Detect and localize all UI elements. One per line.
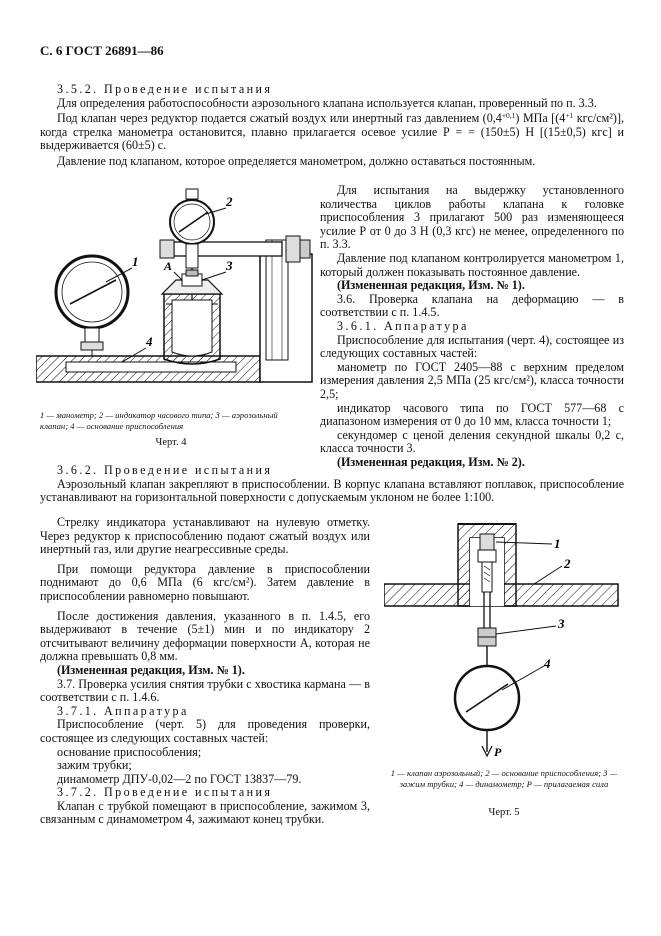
figure-4-label: Черт. 4 <box>155 437 187 448</box>
section-title: 3.5.2. Проведение испытания <box>57 82 273 96</box>
figure-5-label-p: Р <box>494 745 502 759</box>
edit-note: (Измененная редакция, Изм. № 2). <box>337 454 525 469</box>
paragraph: Аэрозольный клапан закрепляют в приспособлении. В корпус клапана вставляют поплавок, приспособление устанавливают на горизонтальной поверхности с допускаемым уклоном не более 1:100. <box>40 476 624 505</box>
paragraph: Давление под клапаном контролируется манометром 1, который должен показывать постоянное давление. <box>320 250 624 279</box>
section-title: 3.7.1. Аппаратура <box>57 703 189 718</box>
left-column-fig5 <box>40 516 370 827</box>
paragraph: Приспособление для испытания (черт. 4), состоящее из следующих составных частей: <box>320 332 624 361</box>
paragraph: Для испытания на выдержку установленного количества циклов работы клапана к головке приспособления 3 прилагают 500 раз изменяющееся усилие Р от 0 до 3 Н (0,3 кгс) не менее, определенного по п. 3.3. <box>320 183 624 252</box>
figure-5-label: Черт. 5 <box>488 807 520 818</box>
paragraph: 3.6. Проверка клапана на деформацию — в соответствии с п. 1.4.5. <box>320 291 624 320</box>
figure-4-label-4: 4 <box>146 334 153 349</box>
list-item: зажим трубки; <box>57 758 132 773</box>
figure-5-drawing <box>384 516 624 760</box>
page-header: С. 6 ГОСТ 26891—86 <box>40 43 164 58</box>
paragraph: Давление под клапаном, которое определяется манометром, должно оставаться постоянным. <box>57 153 536 168</box>
list-item: основание приспособления; <box>57 744 202 759</box>
paragraph: Клапан с трубкой помещают в приспособление, зажимом 3, связанным с динамометром 4, зажимают конец трубки. <box>40 798 370 827</box>
figure-5-caption: 1 — клапан аэрозольный; 2 — основание приспособления; 3 — зажим трубки; 4 — динамометр; Р — прилагаемая сила <box>390 768 618 789</box>
section-3-5-2 <box>40 83 624 169</box>
section-3-6-2 <box>40 464 624 505</box>
paragraph: Для определения работоспособности аэрозольного клапана используется клапан, проверенный по п. 3.3. <box>57 95 597 110</box>
figure-5-label-4: 4 <box>544 656 551 671</box>
paragraph: При помощи редуктора давление в приспособлении поднимают до 0,6 МПа (6 кгс/см²). Затем давление в приспособлении равномерно повышают. <box>40 561 370 603</box>
section-title: 3.6.2. Проведение испытания <box>57 463 273 477</box>
section-title: 3.6.1. Аппаратура <box>337 318 469 333</box>
figure-5-label-3: 3 <box>558 616 565 631</box>
paragraph: Приспособление (черт. 5) для проведения проверки, состоящее из следующих составных частей: <box>40 717 370 745</box>
list-item: динамометр ДПУ-0,02—2 по ГОСТ 13837—79. <box>57 771 302 786</box>
edit-note: (Измененная редакция, Изм. № 1). <box>57 662 245 677</box>
paragraph: Стрелку индикатора устанавливают на нулевую отметку. Через редуктор к приспособлению подают сжатый воздух или инертный газ, или другие неагрессивные среды. <box>40 515 370 557</box>
figure-4-label-a: А <box>164 259 173 273</box>
figure-4-label-1: 1 <box>132 254 139 269</box>
paragraph: 3.7. Проверка усилия снятия трубки с хвостика кармана — в соответствии с п. 1.4.6. <box>40 676 370 705</box>
paragraph: После достижения давления, указанного в п. 1.4.5, его выдерживают в течение (5±1) мин и по индикатору 2 отсчитывают величину деформации поверхности А, которая не должна превышать 0,8 мм. <box>40 608 370 664</box>
list-item: секундомер с ценой деления секундной шкалы 0,2 с, класса точности 3. <box>320 427 624 456</box>
edit-note: (Измененная редакция, Изм. № 1). <box>337 278 525 293</box>
section-title: 3.7.2. Проведение испытания <box>57 785 273 800</box>
figure-4-drawing <box>36 184 320 414</box>
paragraph: Под клапан через редуктор подается сжатый воздух или инертный газ давлением $(0,4^{+0,1})$ МПа [($4^{+1}$ кгс/см²)], когда стрелка манометра остановится, плавно прилагается осевое усилие Р = = (150±5) Н [(15±0,5) кгс] и выдерживается (60±5) с. <box>40 111 625 153</box>
list-item: индикатор часового типа по ГОСТ 577—68 с диапазоном измерения от 0 до 10 мм, класса точности 1; <box>320 400 624 429</box>
figure-5-label-2: 2 <box>564 556 571 571</box>
figure-4-caption: 1 — манометр; 2 — индикатор часового типа; 3 — аэрозольный клапан; 4 — основание приспособления <box>40 410 278 431</box>
figure-4-label-2: 2 <box>226 194 233 209</box>
figure-4-label-3: 3 <box>226 258 233 273</box>
figure-5-label-1: 1 <box>554 536 561 551</box>
right-column-fig4 <box>320 184 624 469</box>
list-item: манометр по ГОСТ 2405—88 с верхним пределом измерения давления 2,5 МПа (25 кгс/см²), класса точности 2,5; <box>320 359 624 401</box>
